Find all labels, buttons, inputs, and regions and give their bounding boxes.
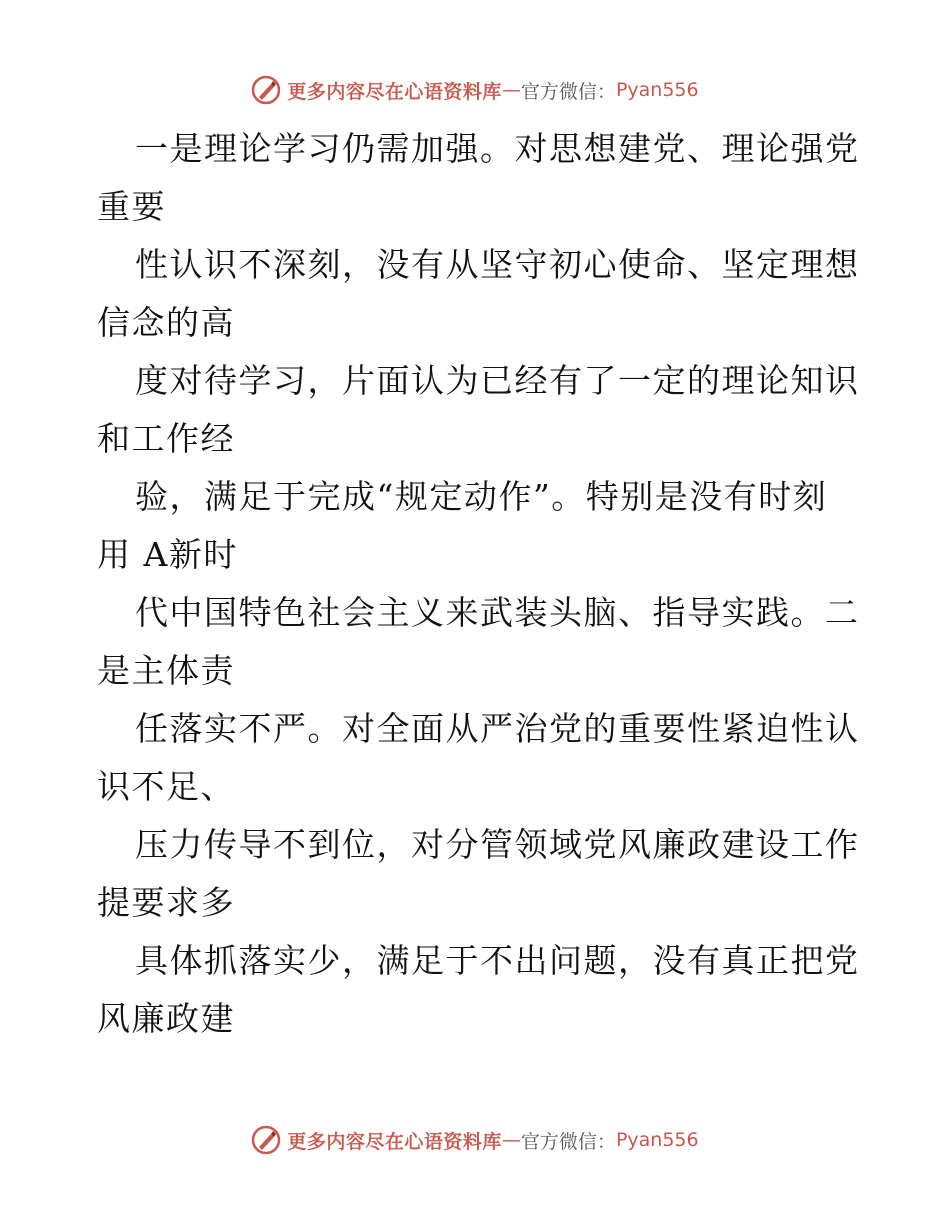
- body-line: 任落实不严。对全面从严治党的重要性紧迫性认: [135, 709, 860, 748]
- body-line: 性认识不深刻，没有从坚守初心使命、坚定理想: [135, 245, 860, 284]
- banner-wechat-label: 官方微信：: [520, 80, 616, 103]
- body-line: 提要求多: [97, 883, 235, 922]
- body-line: 用 A新时: [97, 535, 238, 574]
- body-line: 度对待学习，片面认为已经有了一定的理论知识: [135, 361, 860, 400]
- pen-logo-icon: [251, 1125, 281, 1155]
- header-banner: [0, 70, 950, 110]
- pen-logo-icon: [251, 75, 281, 105]
- body-line: 信念的高: [97, 303, 235, 342]
- body-line: 识不足、: [97, 767, 235, 806]
- banner-dash: —: [501, 79, 521, 101]
- body-line: 压力传导不到位，对分管领域党风廉政建设工作: [135, 825, 860, 864]
- body-line: 一是理论学习仍需加强。对思想建党、理论强党: [135, 129, 860, 168]
- banner-wechat-label: 官方微信：: [520, 1130, 616, 1153]
- footer-banner: [0, 1120, 950, 1160]
- document-body: [97, 120, 867, 1048]
- body-line: 代中国特色社会主义来武装头脑、指导实践。二: [135, 593, 860, 632]
- banner-handle: Pyan556: [615, 1129, 699, 1151]
- body-line: 重要: [97, 187, 166, 226]
- banner-handle: Pyan556: [615, 79, 699, 101]
- banner-brand: 更多内容尽在心语资料库: [287, 80, 502, 103]
- body-line: 验，满足于完成“规定动作”。特别是没有时刻: [135, 477, 828, 516]
- banner-dash: —: [501, 1129, 521, 1151]
- banner-brand: 更多内容尽在心语资料库: [287, 1130, 502, 1153]
- body-line: 风廉政建: [97, 999, 235, 1038]
- body-line: 具体抓落实少，满足于不出问题，没有真正把党: [135, 941, 860, 980]
- body-line: 和工作经: [97, 419, 235, 458]
- body-line: 是主体责: [97, 651, 235, 690]
